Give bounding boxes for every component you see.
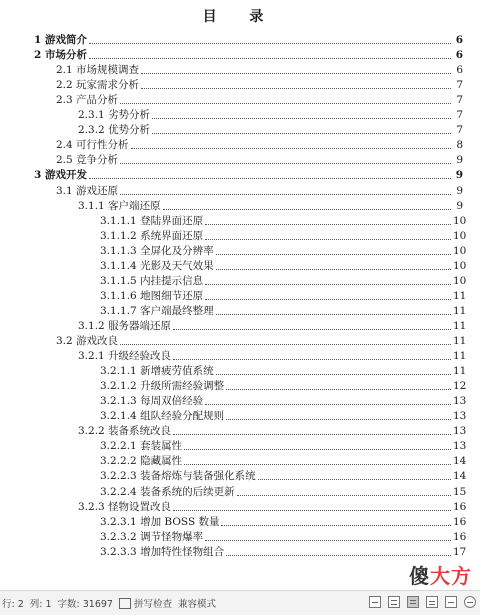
toc-text: 套装属性 bbox=[140, 440, 183, 453]
toc-number: 3.1.1.2 bbox=[100, 229, 141, 242]
toc-leader bbox=[226, 388, 451, 390]
toc-page-number: 6 bbox=[455, 34, 463, 46]
toc-page-number: 15 bbox=[453, 485, 467, 498]
globe-icon[interactable] bbox=[464, 596, 476, 608]
spellcheck-button[interactable] bbox=[119, 596, 172, 610]
toc-text: 客户端最终整理 bbox=[140, 304, 214, 317]
toc-number: 3.1.1.5 bbox=[100, 274, 141, 287]
toc-page-number: 9 bbox=[456, 154, 463, 167]
toc-leader bbox=[216, 253, 451, 255]
toc-leader bbox=[152, 117, 451, 119]
toc-entry[interactable] bbox=[0, 544, 480, 559]
toc-page-number: 12 bbox=[453, 380, 467, 393]
toc-page-number: 11 bbox=[453, 319, 467, 332]
toc-entry[interactable] bbox=[0, 453, 480, 468]
toc-page-number: 11 bbox=[453, 304, 467, 317]
toc-text: 游戏简介 bbox=[44, 34, 87, 46]
spellcheck-icon bbox=[119, 598, 131, 609]
toc-number: 3.2.1 bbox=[78, 350, 109, 363]
toc-text: 怪物设置改良 bbox=[108, 500, 172, 513]
status-bar bbox=[0, 590, 480, 615]
toc-entry[interactable] bbox=[0, 62, 480, 77]
toc-entry[interactable] bbox=[0, 273, 480, 288]
toc-page-number: 13 bbox=[453, 410, 467, 423]
toc-page-number: 14 bbox=[453, 470, 467, 483]
toc-number: 2.3.1 bbox=[78, 109, 109, 122]
toc-number: 3.1.2 bbox=[78, 319, 109, 332]
toc-leader bbox=[221, 524, 451, 526]
toc-entry[interactable] bbox=[0, 438, 480, 453]
toc-entry[interactable] bbox=[0, 243, 480, 258]
toc-page-number: 10 bbox=[453, 214, 467, 227]
toc-entry[interactable] bbox=[0, 213, 480, 228]
toc-entry[interactable] bbox=[0, 333, 480, 348]
toc-number: 3.2.1.4 bbox=[100, 410, 141, 423]
toc-entry[interactable] bbox=[0, 529, 480, 544]
toc-text: 玩家需求分析 bbox=[76, 79, 140, 92]
toc-leader bbox=[205, 298, 451, 300]
toc-number: 3.1.1.3 bbox=[100, 244, 141, 257]
toc-entry[interactable] bbox=[0, 152, 480, 167]
toc-text: 服务器端还原 bbox=[108, 319, 172, 332]
toc-leader bbox=[205, 403, 451, 405]
toc-text: 升级所需经验调整 bbox=[140, 380, 225, 393]
toc-number: 3.1.1 bbox=[78, 199, 109, 212]
toc-number: 1 bbox=[34, 34, 45, 46]
toc-page-number: 13 bbox=[453, 395, 467, 408]
toc-number: 3.2.2.2 bbox=[100, 455, 141, 468]
toc-number: 3.2.1.3 bbox=[100, 395, 141, 408]
toc-leader bbox=[216, 268, 451, 270]
toc-number: 3.2.2 bbox=[78, 425, 109, 438]
toc-text: 升级经验改良 bbox=[108, 350, 172, 363]
toc-entry[interactable] bbox=[0, 167, 480, 182]
toc-leader bbox=[89, 42, 451, 44]
toc-leader bbox=[89, 177, 451, 179]
toc-text: 可行性分析 bbox=[76, 139, 129, 152]
toc-text: 游戏改良 bbox=[76, 335, 119, 347]
toc-leader bbox=[184, 448, 451, 450]
toc-entry[interactable] bbox=[0, 393, 480, 408]
toc-text: 系统界面还原 bbox=[140, 229, 204, 242]
toc-leader bbox=[120, 102, 451, 104]
toc-page-number: 16 bbox=[453, 500, 467, 513]
toc-number: 3 bbox=[34, 169, 45, 182]
toc-entry[interactable] bbox=[0, 183, 480, 198]
toc-page-number: 13 bbox=[453, 425, 467, 438]
toc-entry[interactable] bbox=[0, 423, 480, 438]
toc-number: 3.2.2.4 bbox=[100, 485, 141, 498]
toc-entry[interactable] bbox=[0, 228, 480, 243]
toc-leader bbox=[89, 57, 451, 59]
toc-text: 增加 BOSS 数量 bbox=[140, 515, 220, 528]
toc-page-number: 7 bbox=[456, 94, 463, 107]
watermark bbox=[407, 560, 474, 589]
toc-entry[interactable] bbox=[0, 107, 480, 122]
toc-leader bbox=[141, 87, 451, 89]
toc-number: 3.2.2.1 bbox=[100, 440, 141, 453]
toc-text: 竞争分析 bbox=[76, 154, 119, 167]
toc-page-number: 8 bbox=[456, 139, 463, 152]
toc-page-number: 9 bbox=[456, 184, 463, 197]
toc-leader bbox=[120, 193, 451, 195]
toc-leader bbox=[258, 478, 451, 480]
page-view-icon[interactable] bbox=[407, 596, 419, 608]
toc-page-number: 16 bbox=[453, 530, 467, 543]
view-controls bbox=[369, 596, 476, 608]
toc-text: 产品分析 bbox=[76, 94, 119, 107]
toc-entry[interactable] bbox=[0, 258, 480, 273]
toc-entry[interactable] bbox=[0, 77, 480, 92]
toc-entry[interactable] bbox=[0, 198, 480, 213]
toc-entry[interactable] bbox=[0, 303, 480, 318]
toc-text: 市场规模调查 bbox=[76, 64, 140, 77]
watermark-part2: 大方 bbox=[430, 564, 472, 588]
toc-entry[interactable] bbox=[0, 363, 480, 378]
toc-page-number: 16 bbox=[453, 515, 467, 528]
toc-leader bbox=[173, 433, 451, 435]
toc-page-number: 7 bbox=[456, 79, 463, 92]
toc-text: 光影及天气效果 bbox=[140, 259, 214, 272]
toc-text: 全屏化及分辨率 bbox=[140, 244, 214, 257]
toc-number: 3.1.1.6 bbox=[100, 289, 141, 302]
toc-number: 3.2.2.3 bbox=[100, 470, 141, 483]
toc-page-number: 11 bbox=[453, 289, 467, 302]
toc-leader bbox=[131, 147, 451, 149]
toc-text: 装备熔炼与装备强化系统 bbox=[140, 470, 256, 483]
toc-text: 新增疲劳值系统 bbox=[140, 365, 214, 378]
toc-number: 2 bbox=[34, 49, 45, 62]
toc-page-number: 14 bbox=[453, 455, 467, 468]
column-indicator: 列: 1 bbox=[29, 599, 52, 610]
toc-number: 3.1.1.7 bbox=[100, 304, 141, 317]
toc-entry[interactable] bbox=[0, 47, 480, 62]
toc-leader bbox=[152, 132, 451, 134]
toc-leader bbox=[226, 554, 451, 556]
toc-number: 2.2 bbox=[56, 79, 77, 92]
toc-page-number: 11 bbox=[453, 365, 467, 378]
toc-entry[interactable] bbox=[0, 92, 480, 107]
toc-number: 2.3.2 bbox=[78, 124, 109, 137]
toc-leader bbox=[120, 162, 451, 164]
toc-number: 3.2.3 bbox=[78, 500, 109, 513]
toc-text: 客户端还原 bbox=[108, 199, 161, 212]
toc-text: 装备系统的后续更新 bbox=[140, 485, 235, 498]
toc-page-number: 10 bbox=[453, 229, 467, 242]
toc-entry[interactable] bbox=[0, 348, 480, 363]
toc-number: 2.4 bbox=[56, 139, 77, 152]
toc-number: 3.2 bbox=[56, 335, 77, 347]
toc-leader bbox=[237, 494, 451, 496]
toc-text: 游戏开发 bbox=[44, 169, 87, 182]
toc-text: 优势分析 bbox=[108, 124, 151, 137]
outline-view-icon[interactable] bbox=[426, 596, 438, 608]
toc-entry[interactable] bbox=[0, 484, 480, 499]
toc-text: 每周双倍经验 bbox=[140, 395, 204, 408]
toc-leader bbox=[205, 238, 451, 240]
toc-leader bbox=[120, 343, 451, 345]
toc-number: 2.3 bbox=[56, 94, 77, 107]
toc-text: 游戏还原 bbox=[76, 184, 119, 197]
toc-leader bbox=[205, 223, 451, 225]
toc-number: 2.1 bbox=[56, 64, 77, 77]
toc-entry[interactable] bbox=[0, 378, 480, 393]
toc-page-number: 11 bbox=[453, 350, 467, 363]
toc-page-number: 6 bbox=[455, 49, 463, 62]
toc-entry[interactable] bbox=[0, 137, 480, 152]
toc-page-number: 13 bbox=[453, 440, 467, 453]
protect-view-icon[interactable] bbox=[369, 596, 381, 608]
toc-text: 登陆界面还原 bbox=[140, 214, 204, 227]
toc-text: 内挂提示信息 bbox=[140, 274, 204, 287]
toc-page-number: 10 bbox=[453, 259, 467, 272]
toc-number: 3.2.3.1 bbox=[100, 515, 141, 528]
toc-page-number: 10 bbox=[453, 274, 467, 287]
toc-leader bbox=[173, 328, 451, 330]
toc-entry[interactable] bbox=[0, 468, 480, 483]
toc-leader bbox=[184, 463, 451, 465]
toc-leader bbox=[173, 509, 451, 511]
toc-text: 市场分析 bbox=[44, 49, 87, 62]
toc-page-number: 9 bbox=[455, 169, 463, 182]
toc-leader bbox=[173, 358, 451, 360]
toc-entry[interactable] bbox=[0, 318, 480, 333]
toc-text: 隐藏属性 bbox=[140, 455, 183, 468]
toc-page-number: 6 bbox=[456, 64, 463, 77]
toc-leader bbox=[216, 373, 451, 375]
toc-leader bbox=[205, 283, 451, 285]
toc-number: 3.1 bbox=[56, 184, 77, 197]
toc-title: 目 录 bbox=[202, 9, 278, 25]
spellcheck-label: 拼写检查 bbox=[133, 599, 172, 610]
web-layout-icon[interactable] bbox=[445, 596, 457, 608]
toc-page-number: 7 bbox=[456, 109, 463, 122]
toc-leader bbox=[216, 313, 451, 315]
watermark-part1: 傻 bbox=[409, 564, 430, 588]
toc-page-number: 17 bbox=[453, 545, 467, 558]
toc-number: 3.2.3.3 bbox=[100, 545, 141, 558]
toc-number: 3.2.1.1 bbox=[100, 365, 141, 378]
toc-page-number: 7 bbox=[456, 124, 463, 137]
toc-number: 3.2.1.2 bbox=[100, 380, 141, 393]
toc-entry[interactable] bbox=[0, 288, 480, 303]
toc-entry[interactable] bbox=[0, 408, 480, 423]
toc-leader bbox=[141, 72, 451, 74]
toc-number: 3.2.3.2 bbox=[100, 530, 141, 543]
word-count[interactable]: 字数: 31697 bbox=[57, 599, 113, 610]
toc-number: 2.5 bbox=[56, 154, 77, 167]
toc-leader bbox=[226, 418, 451, 420]
toc-entry[interactable] bbox=[0, 122, 480, 137]
toc-entry[interactable] bbox=[0, 514, 480, 529]
toc-entry[interactable] bbox=[0, 499, 480, 514]
compat-mode: 兼容模式 bbox=[178, 599, 217, 610]
toc-number: 3.1.1.4 bbox=[100, 259, 141, 272]
toc-text: 装备系统改良 bbox=[108, 425, 172, 438]
toc-page-number: 11 bbox=[453, 335, 467, 347]
toc-leader bbox=[205, 539, 451, 541]
toc-text: 调节怪物爆率 bbox=[140, 530, 204, 543]
toc-leader bbox=[163, 208, 451, 210]
toc-entry[interactable] bbox=[0, 32, 480, 47]
read-mode-icon[interactable] bbox=[388, 596, 400, 608]
toc-text: 组队经验分配规则 bbox=[140, 410, 225, 423]
row-indicator: 行: 2 bbox=[2, 599, 24, 610]
toc-text: 地图细节还原 bbox=[140, 289, 204, 302]
toc-number: 3.1.1.1 bbox=[100, 214, 141, 227]
toc-text: 劣势分析 bbox=[108, 109, 151, 122]
toc-page-number: 10 bbox=[453, 244, 467, 257]
toc-text: 增加特性怪物组合 bbox=[140, 545, 225, 558]
toc-page-number: 9 bbox=[456, 199, 463, 212]
